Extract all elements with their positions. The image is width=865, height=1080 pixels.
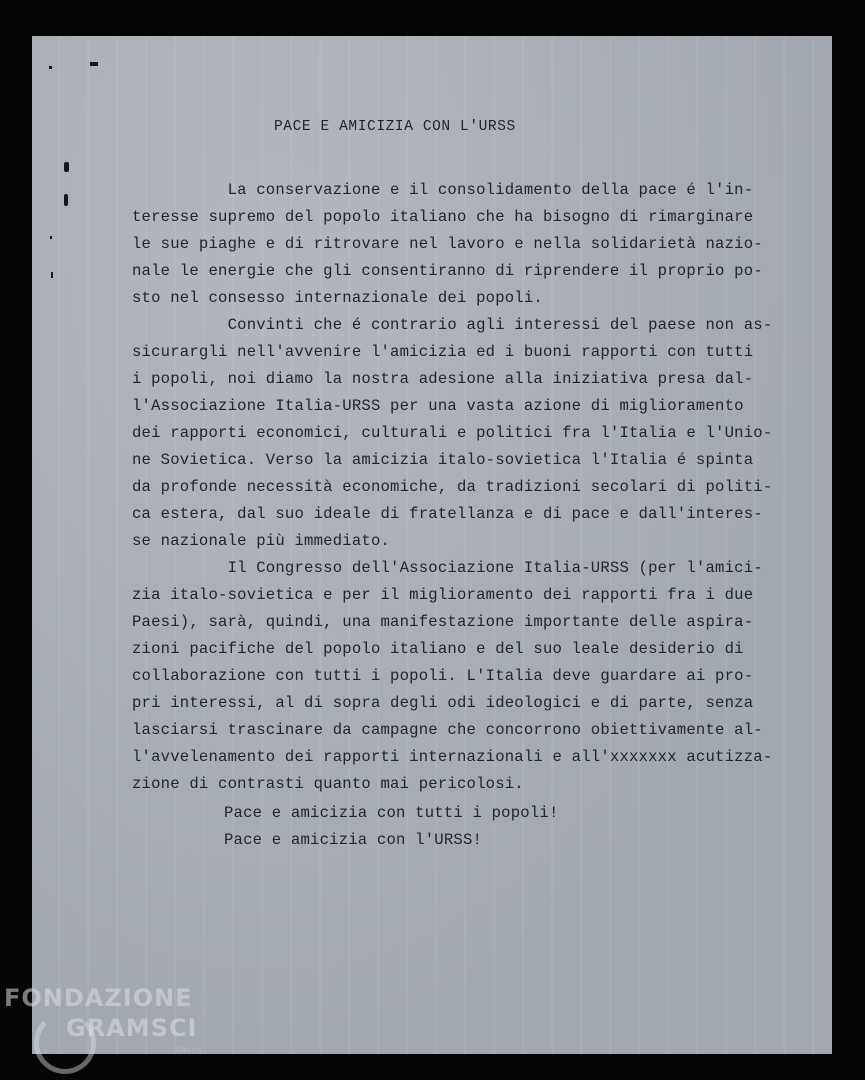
text-line: l'avvelenamento dei rapporti internazionali e all'xxxxxxx acutizza- (132, 748, 773, 766)
watermark-line2: GRAMSCI (66, 1014, 198, 1042)
text-line: Paesi), sarà, quindi, una manifestazione importante delle aspira- (132, 613, 754, 631)
closing-line: Pace e amicizia con l'URSS! (224, 831, 483, 849)
text-line: zioni pacifiche del popolo italiano e del suo leale desiderio di (132, 640, 744, 658)
fondazione-gramsci-watermark (4, 984, 224, 1074)
ink-mark (51, 272, 53, 278)
text-line: sto nel consesso internazionale dei popoli. (132, 289, 543, 307)
text-line: dei rapporti economici, culturali e politici fra l'Italia e l'Unio- (132, 424, 773, 442)
watermark-line1: FONDAZIONE (4, 984, 193, 1012)
text-line: lasciarsi trascinare da campagne che concorrono obiettivamente al- (132, 721, 763, 739)
text-line: La conservazione e il consolidamento della pace é l'in- (132, 181, 754, 199)
ink-mark (49, 66, 52, 69)
text-line: pri interessi, al di sopra degli odi ideologici e di parte, senza (132, 694, 754, 712)
text-line: zia italo-sovietica e per il miglioramento dei rapporti fra i due (132, 586, 754, 604)
typewritten-page (32, 36, 832, 1054)
ink-mark (64, 194, 68, 206)
ink-mark (64, 162, 69, 172)
text-line: le sue piaghe e di ritrovare nel lavoro e nella solidarietà nazio- (132, 235, 763, 253)
text-line: ca estera, dal suo ideale di fratellanza e di pace e dall'interes- (132, 505, 763, 523)
document-title: PACE E AMICIZIA CON L'URSS (274, 119, 516, 135)
text-line: se nazionale più immediato. (132, 532, 391, 550)
text-line: sicurargli nell'avvenire l'amicizia ed i buoni rapporti con tutti (132, 343, 754, 361)
text-line: Convinti che é contrario agli interessi del paese non as- (132, 316, 773, 334)
text-line: zione di contrasti quanto mai pericolosi. (132, 775, 524, 793)
text-line: l'Associazione Italia-URSS per una vasta azione di miglioramento (132, 397, 744, 415)
closing-line: Pace e amicizia con tutti i popoli! (224, 804, 559, 822)
text-line: ne Sovietica. Verso la amicizia italo-sovietica l'Italia é spinta (132, 451, 754, 469)
text-line: Il Congresso dell'Associazione Italia-URSS (per l'amici- (132, 559, 763, 577)
text-line: collaborazione con tutti i popoli. L'Italia deve guardare ai pro- (132, 667, 754, 685)
text-line: nale le energie che gli consentiranno di riprendere il proprio po- (132, 262, 763, 280)
ink-mark (50, 236, 52, 239)
text-line: da profonde necessità economiche, da tradizioni secolari di politi- (132, 478, 773, 496)
watermark-suffix: Onlus (176, 1046, 202, 1056)
text-line: teresse supremo del popolo italiano che ha bisogno di rimarginare (132, 208, 754, 226)
document-body (32, 36, 832, 1054)
ink-mark (90, 62, 98, 66)
text-line: i popoli, noi diamo la nostra adesione alla iniziativa presa dal- (132, 370, 754, 388)
